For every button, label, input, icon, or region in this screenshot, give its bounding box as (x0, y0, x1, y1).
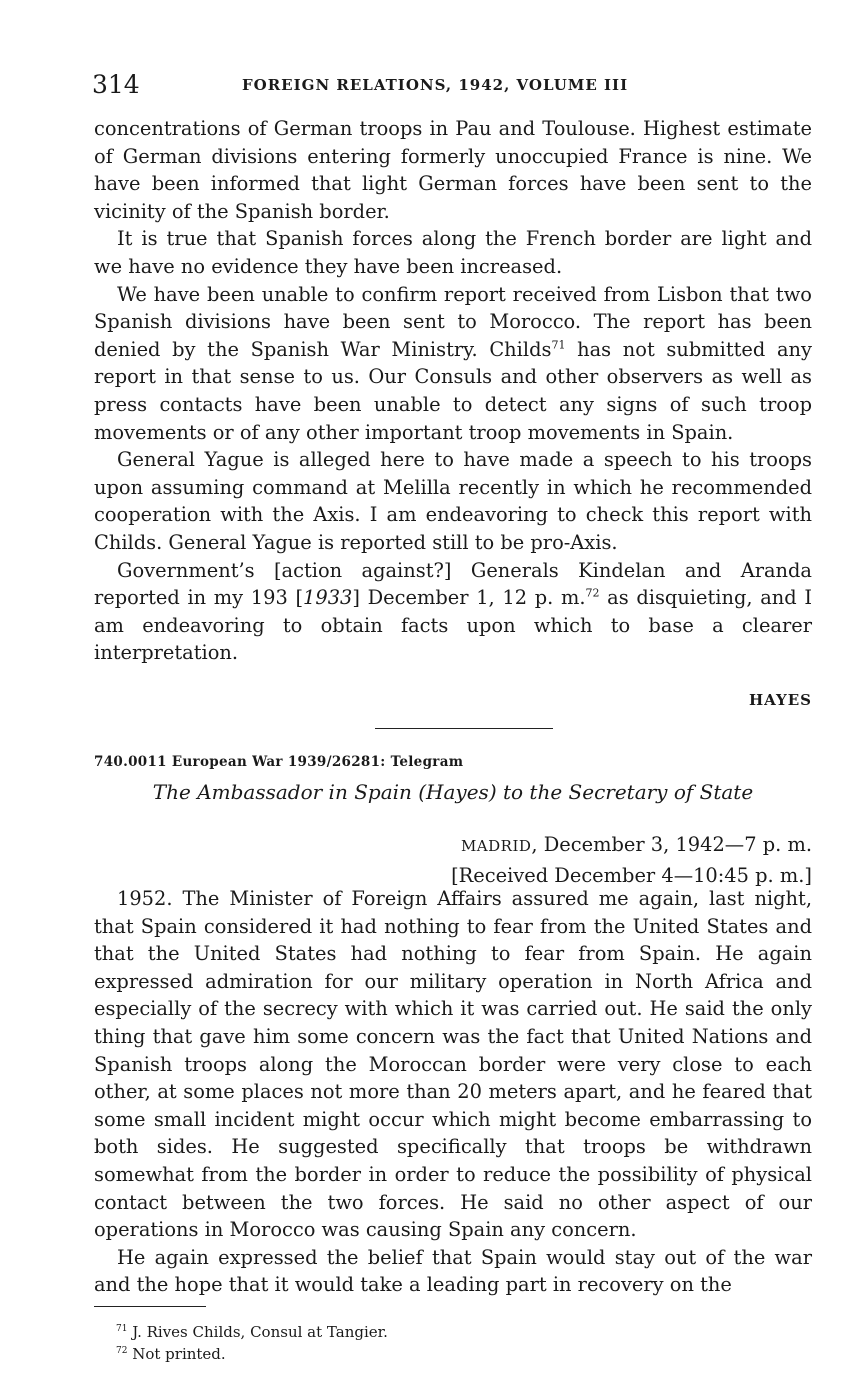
document-reference: 740.0011 European War 1939/26281: Telegram (94, 754, 464, 770)
dateline (451, 830, 812, 891)
paragraph: It is true that Spanish forces along the French border are light and we have no evidence they have been increased. (94, 227, 812, 278)
date-sent: MADRID, December 3, 1942—7 p. m. (460, 833, 812, 856)
signature: HAYES (748, 691, 812, 709)
paragraph: Government’s [action against?] Generals Kindelan and Aranda reported in my 193 [1933] December 1, 12 p. m.$^{72}$ as disquieting, and I am endeavoring to obtain facts upon which to base a clearer interpretation. (94, 558, 812, 665)
footnote: $^{71}$ J. Rives Childs, Consul at Tangier. (116, 1323, 388, 1341)
paragraph: He again expressed the belief that Spain would stay out of the war and the hope that it would take a leading part in recovery on the (94, 1245, 812, 1297)
continued-telegram-text (94, 115, 812, 667)
place-name: MADRID (460, 837, 532, 855)
document-title: The Ambassador in Spain (Hayes) to the Secretary of State (152, 780, 754, 804)
section-divider (375, 728, 553, 729)
paragraph: We have been unable to confirm report received from Lisbon that two Spanish divisions have been sent to Morocco. The report has been denied by the Spanish War Ministry. Childs$^{71}$ has not submitted any report in that sense to us. Our Consuls and other observers as well as press contacts have been unable to detect any signs of such troop movements or of any other important troop movements in Spain. (94, 282, 812, 444)
footnote-divider (94, 1306, 206, 1307)
page-number: 314 (92, 70, 140, 99)
running-title: FOREIGN RELATIONS, 1942, VOLUME III (242, 76, 629, 94)
footnote-ref: 71 (551, 338, 566, 352)
footnotes (116, 1320, 388, 1364)
page-header (92, 70, 812, 102)
paragraph: concentrations of German troops in Pau and Toulouse. Highest estimate of German divisions entering formerly unoccupied France is nine. We have been informed that light German forces have been sent to the vicinity of the Spanish border. (94, 117, 812, 223)
paragraph: General Yague is alleged here to have made a speech to his troops upon assuming command at Melilla recently in which he recommended cooperation with the Axis. I am endeavoring to check this report with Childs. General Yague is reported still to be pro-Axis. (94, 448, 812, 554)
paragraph: 1952. The Minister of Foreign Affairs assured me again, last night, that Spain considered it had nothing to fear from the United States and that the United States had nothing to fear from Spain. He again expressed admiration for our military operation in North Africa and especially of the secrecy with which it was carried out. He said the only thing that gave him some concern was the fact that United Nations and Spanish troops along the Moroccan border were very close to each other, at some places not more than 20 meters apart, and he feared that some small incident might occur which might become embarrassing to both sides. He suggested specifically that troops be withdrawn somewhat from the border in order to reduce the possibility of physical contact between the two forces. He said no other aspect of our operations in Morocco was causing Spain any concern. (94, 887, 812, 1242)
telegram-text (94, 885, 812, 1299)
date-received: [Received December 4—10:45 p. m.] (451, 864, 812, 887)
footnote: $^{72}$ Not printed. (116, 1345, 226, 1363)
footnote-ref: 72 (585, 586, 600, 600)
